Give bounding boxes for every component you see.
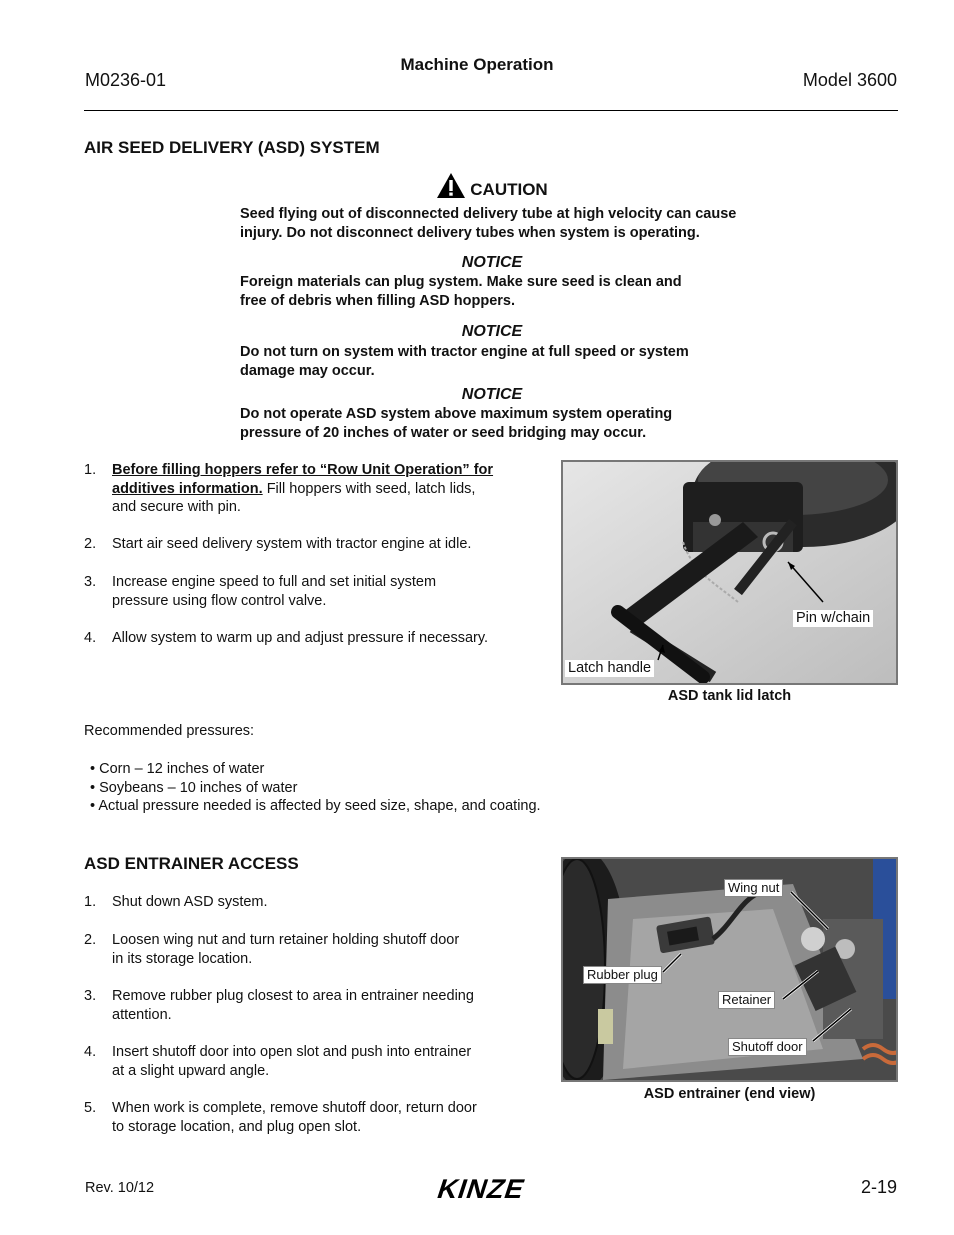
retainer-label: Retainer <box>718 991 775 1009</box>
model-name: Model 3600 <box>802 70 897 90</box>
rubber-plug-label: Rubber plug <box>583 966 662 984</box>
notice-line: pressure of 20 inches of water or seed bridging may occur. <box>240 425 647 441</box>
list-item: • Soybeans – 10 inches of water <box>90 779 298 796</box>
page-number: 2-19 <box>860 1177 897 1197</box>
caution-heading <box>0 172 954 200</box>
notice-text <box>240 405 800 443</box>
list-item: 1. Before filling hoppers refer to “Row Unit Operation” for additives information. Fill hoppers with seed, latch lids, and secure with pin. <box>84 461 544 517</box>
notice-line: Foreign materials can plug system. Make sure seed is clean and <box>240 274 682 290</box>
bullet-list <box>90 760 541 816</box>
shutoff-door-label: Shutoff door <box>728 1038 807 1056</box>
notice-line: Do not turn on system with tractor engine at full speed or system <box>240 344 689 360</box>
notice-label: NOTICE <box>461 386 523 403</box>
lid-latch-caption: ASD tank lid latch <box>667 688 792 704</box>
wing-nut-label: Wing nut <box>724 879 783 897</box>
notice-text <box>240 343 800 381</box>
notice-label: NOTICE <box>461 254 523 271</box>
list-item: • Actual pressure needed is affected by seed size, shape, and coating. <box>90 798 541 814</box>
notice-line: free of debris when filling ASD hoppers. <box>240 293 515 309</box>
latch-handle-label: Latch handle <box>565 660 654 677</box>
notice-text <box>240 273 800 311</box>
kinze-logo-mark <box>430 1172 550 1206</box>
notice-label: NOTICE <box>461 323 523 340</box>
caution-line: injury. Do not disconnect delivery tubes when system is operating. <box>240 225 700 241</box>
step-link-text: Before filling hoppers refer to “Row Unit Operation” for <box>112 462 494 478</box>
section-title: Machine Operation <box>400 55 554 74</box>
notice-line: damage may occur. <box>240 363 375 379</box>
lid-latch-illustration <box>563 462 896 683</box>
entrainer-section-title: ASD ENTRAINER ACCESS <box>84 854 299 873</box>
entrainer-caption: ASD entrainer (end view) <box>643 1086 816 1102</box>
asd-section-title: AIR SEED DELIVERY (ASD) SYSTEM <box>84 138 380 157</box>
caution-text <box>240 205 800 243</box>
recommended-title: Recommended pressures: <box>84 723 255 739</box>
warning-triangle-icon <box>436 172 466 199</box>
caution-line: Seed flying out of disconnected delivery tube at high velocity can cause <box>240 206 737 222</box>
notice-line: Do not operate ASD system above maximum system operating <box>240 406 673 422</box>
step-link-text: additives information. <box>112 480 263 497</box>
logo-text: KINZE <box>433 1173 530 1204</box>
revision: Rev. 10/12 <box>85 1180 155 1196</box>
doc-number: M0236-01 <box>85 70 167 90</box>
pin-chain-label: Pin w/chain <box>793 610 873 627</box>
list-item: • Corn – 12 inches of water <box>90 761 265 777</box>
header-rule <box>84 110 898 111</box>
entrainer-photo <box>561 857 898 1082</box>
lid-latch-photo <box>561 460 898 685</box>
caution-label: CAUTION <box>470 180 548 199</box>
kinze-logo <box>430 1172 550 1211</box>
